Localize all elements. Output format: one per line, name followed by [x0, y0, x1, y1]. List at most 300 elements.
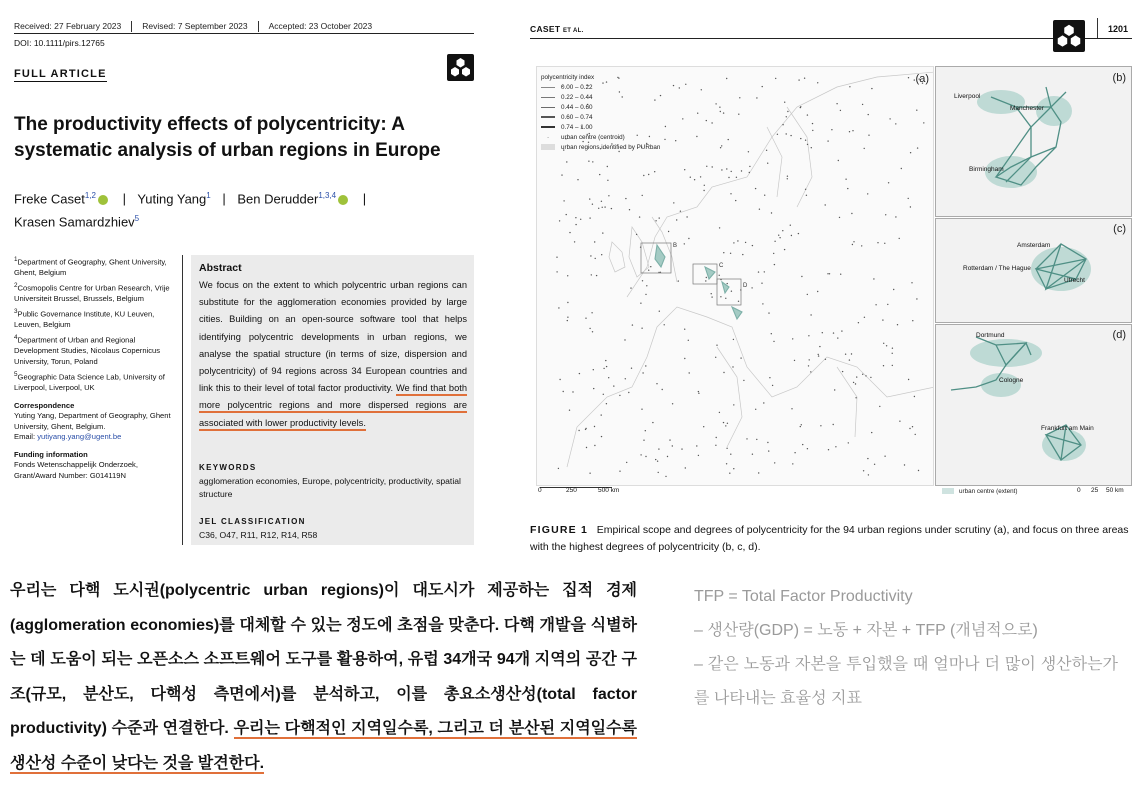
urban-centre-dot — [758, 271, 759, 272]
urban-centre-dot — [901, 168, 902, 169]
urban-centre-dot — [594, 426, 595, 427]
urban-centre-dot — [558, 468, 559, 469]
urban-centre-dot — [736, 177, 737, 178]
urban-centre-dot — [916, 110, 917, 111]
urban-centre-dot — [719, 227, 720, 228]
urban-centre-dot — [868, 135, 869, 136]
urban-centre-dot — [619, 471, 620, 472]
urban-centre-dot — [686, 216, 687, 217]
urban-centre-dot — [749, 166, 750, 167]
urban-centre-dot — [885, 214, 886, 215]
panel-label-d: (d) — [1112, 329, 1126, 341]
urban-centre-dot — [755, 409, 756, 410]
note-line: – 같은 노동과 자본을 투입했을 때 얼마나 더 많이 생산하는가를 나타내는 효율성 지표 — [694, 656, 1118, 707]
urban-centre-dot — [656, 383, 657, 384]
urban-centre-dot — [837, 337, 838, 338]
urban-centre-dot — [629, 209, 630, 210]
urban-centre-dot — [684, 169, 685, 170]
urban-centre-dot — [918, 470, 919, 471]
urban-centre-dot — [782, 230, 783, 231]
urban-centre-dot — [807, 448, 808, 449]
panel-label-b: (b) — [1112, 72, 1126, 84]
urban-centre-dot — [593, 388, 594, 389]
urban-centre-dot — [733, 404, 734, 405]
urban-centre-dot — [592, 204, 593, 205]
urban-centre-dot — [861, 245, 862, 246]
urban-centre-dot — [764, 271, 765, 272]
article-type: FULL ARTICLE — [14, 68, 107, 80]
urban-centre-dot — [863, 470, 864, 471]
urban-centre-dot — [851, 353, 852, 354]
urban-centre-dot — [883, 365, 884, 366]
urban-centre-dot — [689, 372, 690, 373]
urban-centre-dot — [719, 107, 720, 108]
urban-centre-dot — [810, 314, 811, 315]
urban-centre-dot — [752, 454, 753, 455]
urban-centre-dot — [559, 220, 560, 221]
map-legend — [541, 73, 660, 153]
urban-centre-dot — [820, 425, 821, 426]
urban-centre-dot — [845, 179, 846, 180]
panel-d-network — [936, 325, 1132, 486]
urban-centre-dot — [578, 430, 579, 431]
affiliation-item: $^5$Geographic Data Science Lab, University of Liverpool, Liverpool, UK — [14, 370, 165, 392]
urban-centre-dot — [723, 252, 724, 253]
urban-centre-dot — [849, 131, 850, 132]
urban-centre-dot — [761, 283, 762, 284]
urban-centre-dot — [589, 217, 590, 218]
urban-centre-dot — [648, 270, 649, 271]
urban-centre-dot — [567, 302, 568, 303]
urban-centre-dot — [769, 377, 770, 378]
urban-centre-dot — [673, 85, 674, 86]
urban-centre-dot — [852, 130, 853, 131]
urban-centre-dot — [779, 237, 780, 238]
urban-centre-dot — [792, 463, 793, 464]
urban-centre-dot — [741, 170, 742, 171]
urban-centre-dot — [706, 277, 707, 278]
urban-centre-dot — [867, 458, 868, 459]
urban-centre-dot — [589, 473, 590, 474]
urban-centre-dot — [720, 111, 721, 112]
urban-centre-dot — [870, 377, 871, 378]
urban-centre-dot — [849, 86, 850, 87]
urban-centre-dot — [642, 195, 643, 196]
paper-title — [14, 112, 474, 164]
city-label: Frankfurt am Main — [1041, 425, 1094, 432]
urban-centre-dot — [669, 439, 670, 440]
urban-centre-dot — [798, 233, 799, 234]
urban-centre-dot — [768, 312, 769, 313]
city-label: Utrecht — [1064, 277, 1085, 284]
legend-title: polycentricity index — [541, 74, 595, 81]
urban-centre-dot — [606, 403, 607, 404]
urban-centre-dot — [805, 189, 806, 190]
urban-centre-dot — [800, 138, 801, 139]
urban-centre-dot — [723, 422, 724, 423]
urban-centre-dot — [728, 177, 729, 178]
urban-centre-dot — [743, 380, 744, 381]
urban-centre-dot — [767, 442, 768, 443]
urban-centre-dot — [886, 345, 887, 346]
urban-centre-dot — [868, 474, 869, 475]
urban-centre-dot — [807, 294, 808, 295]
urban-centre-dot — [909, 428, 910, 429]
author-list: Freke Caset$^{1,2}$ | Yuting Yang$^1$ | Ben Derudder$^{1,3,4}$ | Krasen Samardzhiev$^5$ — [14, 191, 367, 230]
abstract-highlight: We find that both more polycentric regions and more dispersed regions are associated with lower productivity levels. — [199, 383, 467, 430]
urban-centre-dot — [745, 242, 746, 243]
panel-b — [935, 66, 1132, 217]
legend-item: 0.44 – 0.60 — [541, 103, 660, 113]
abstract-text — [199, 277, 467, 432]
urban-centre-dot — [865, 375, 866, 376]
caption-label: FIGURE 1 — [530, 524, 589, 536]
urban-centre-dot — [892, 365, 893, 366]
urban-centre-dot — [833, 424, 834, 425]
urban-centre-dot — [726, 168, 727, 169]
urban-centre-dot — [895, 216, 896, 217]
urban-centre-dot — [608, 377, 609, 378]
urban-centre-dot — [719, 275, 720, 276]
urban-centre-dot — [827, 273, 828, 274]
urban-centre-dot — [588, 161, 589, 162]
urban-centre-dot — [735, 200, 736, 201]
urban-centre-dot — [756, 439, 757, 440]
affiliation-item: $^3$Public Governance Institute, KU Leuven, Leuven, Belgium — [14, 308, 155, 330]
city-label: Cologne — [999, 377, 1024, 384]
urban-centre-dot — [642, 372, 643, 373]
urban-centre-dot — [601, 436, 602, 437]
urban-centre-dot — [895, 123, 896, 124]
urban-centre-dot — [706, 120, 707, 121]
urban-centre-dot — [810, 371, 811, 372]
urban-centre-dot — [868, 114, 869, 115]
urban-centre-dot — [804, 78, 805, 79]
urban-centre-dot — [684, 358, 685, 359]
urban-centre-dot — [640, 303, 641, 304]
urban-centre-dot — [849, 359, 850, 360]
korean-body: 우리는 다핵 도시권(polycentric urban regions)이 대도시가 제공하는 집적 경제(agglomeration economies)를 대체할 수 있는 정도에 초점을 맞춘다. 다핵 개발을 식별하는 데 도움이 되는 오픈소스 소프트웨어 도구를 활용하여, 유럽 34개국 94개 지역의 공간 구조(규모, 분산도, 다핵성 측면에서)를 분석하고, 이를 총요소생산성(total factor productivity) 수준과 연결한다. — [10, 582, 637, 737]
urban-centre-dot — [667, 456, 668, 457]
urban-centre-dot — [726, 448, 727, 449]
urban-centre-dot — [559, 379, 560, 380]
urban-centre-dot — [858, 322, 859, 323]
urban-centre-dot — [888, 182, 889, 183]
urban-centre-dot — [575, 217, 576, 218]
urban-centre-dot — [755, 188, 756, 189]
urban-centre-dot — [603, 394, 604, 395]
urban-centre-dot — [676, 219, 677, 220]
urban-centre-dot — [696, 136, 697, 137]
city-label: Dortmund — [976, 332, 1005, 339]
urban-centre-dot — [871, 432, 872, 433]
europe-map — [536, 66, 934, 486]
urban-centre-dot — [841, 330, 842, 331]
urban-centre-dot — [746, 438, 747, 439]
urban-centre-dot — [567, 275, 568, 276]
urban-centre-dot — [768, 450, 769, 451]
urban-centre-dot — [624, 339, 625, 340]
urban-centre-dot — [867, 193, 868, 194]
urban-centre-dot — [851, 213, 852, 214]
urban-centre-dot — [567, 317, 568, 318]
urban-centre-dot — [856, 376, 857, 377]
affiliation-item: $^4$Department of Urban and Regional Development Studies, Nicolaus Copernicus University, Torun, Poland — [14, 334, 161, 366]
urban-centre-dot — [794, 360, 795, 361]
urban-centre-dot — [739, 97, 740, 98]
urban-centre-dot — [917, 147, 918, 148]
urban-centre-dot — [825, 204, 826, 205]
urban-centre-dot — [877, 242, 878, 243]
urban-centre-dot — [738, 114, 739, 115]
urban-centre-dot — [602, 232, 603, 233]
urban-centre-dot — [875, 304, 876, 305]
author-name: Krasen Samardzhiev — [14, 214, 135, 230]
abstract-box — [191, 255, 474, 545]
urban-centre-dot — [639, 216, 640, 217]
urban-centre-dot — [756, 97, 757, 98]
urban-centre-dot — [606, 366, 607, 367]
urban-centre-dot — [672, 445, 673, 446]
urban-centre-dot — [749, 172, 750, 173]
urban-centre-dot — [733, 468, 734, 469]
urban-centre-dot — [594, 445, 595, 446]
urban-centre-dot — [773, 341, 774, 342]
urban-centre-dot — [817, 82, 818, 83]
jel-heading: JEL CLASSIFICATION — [199, 517, 306, 526]
doi: DOI: 10.1111/pirs.12765 — [14, 38, 105, 48]
urban-centre-dot — [729, 473, 730, 474]
urban-centre-dot — [893, 289, 894, 290]
urban-centre-dot — [812, 130, 813, 131]
accepted-date: Accepted: 23 October 2023 — [268, 21, 373, 31]
urban-centre-dot — [625, 378, 626, 379]
urban-centre-dot — [889, 118, 890, 119]
urban-centre-dot — [678, 280, 679, 281]
urban-centre-dot — [897, 324, 898, 325]
urban-centre-dot — [589, 328, 590, 329]
urban-centre-dot — [601, 254, 602, 255]
urban-centre-dot — [786, 116, 787, 117]
abstract-body: We focus on the extent to which polycentric urban regions can substitute for the agglomeration economies provided by large cities. Building on an open-source software tool that helps identifying polycentric developments in urban regions, we analyse the spatial structure (in terms of size, dispersion and polycentricity) of 94 regions across 34 European countries and link this to their level of total factor productivity. — [199, 280, 467, 394]
urban-centre-dot — [790, 135, 791, 136]
urban-centre-dot — [715, 357, 716, 358]
urban-centre-dot — [772, 385, 773, 386]
urban-centre-dot — [912, 320, 913, 321]
page-number-divider — [1097, 18, 1098, 38]
urban-centre-dot — [703, 190, 704, 191]
urban-centre-dot — [685, 84, 686, 85]
urban-centre-dot — [680, 211, 681, 212]
urban-centre-dot — [590, 255, 591, 256]
urban-centre-dot — [726, 78, 727, 79]
urban-centre-dot — [664, 324, 665, 325]
urban-centre-dot — [715, 103, 716, 104]
urban-centre-dot — [864, 317, 865, 318]
urban-centre-dot — [711, 296, 712, 297]
running-head: CASET ET AL. — [530, 24, 584, 34]
urban-centre-dot — [657, 461, 658, 462]
urban-centre-dot — [862, 374, 863, 375]
urban-centre-dot — [794, 452, 795, 453]
orcid-icon[interactable] — [338, 195, 348, 205]
urban-centre-dot — [758, 472, 759, 473]
urban-centre-dot — [643, 175, 644, 176]
urban-centre-dot — [645, 365, 646, 366]
urban-centre-dot — [808, 365, 809, 366]
urban-centre-dot — [910, 206, 911, 207]
urban-centre-dot — [738, 301, 739, 302]
urban-centre-dot — [835, 446, 836, 447]
funding: Funding information Fonds Wetenschappelijk Onderzoek, Grant/Award Number: G014119N — [14, 450, 138, 480]
note-line: – 생산량(GDP) = 노동 + 자본 + TFP (개념적으로) — [694, 622, 1038, 639]
urban-centre-dot — [631, 368, 632, 369]
legend-item: 0.22 – 0.44 — [541, 93, 660, 103]
urban-centre-dot — [727, 423, 728, 424]
urban-centre-dot — [730, 253, 731, 254]
urban-centre-dot — [845, 354, 846, 355]
urban-centre-dot — [632, 324, 633, 325]
author-name: Freke Caset — [14, 191, 85, 207]
urban-centre-dot — [608, 195, 609, 196]
jel-text: C36, O47, R11, R12, R14, R58 — [199, 530, 318, 540]
urban-centre-dot — [791, 235, 792, 236]
urban-centre-dot — [764, 195, 765, 196]
urban-centre-dot — [862, 104, 863, 105]
urban-centre-dot — [766, 150, 767, 151]
urban-centre-dot — [703, 426, 704, 427]
abstract-heading: Abstract — [199, 262, 242, 274]
keywords-heading: KEYWORDS — [199, 463, 257, 472]
urban-centre-dot — [601, 414, 602, 415]
email-link[interactable]: yutiyang.yang@ugent.be — [37, 431, 122, 441]
urban-centre-dot — [838, 160, 839, 161]
urban-centre-dot — [650, 266, 651, 267]
urban-centre-dot — [567, 320, 568, 321]
urban-centre-dot — [640, 454, 641, 455]
urban-centre-dot — [585, 429, 586, 430]
urban-centre-dot — [684, 243, 685, 244]
urban-centre-dot — [706, 166, 707, 167]
urban-centre-dot — [807, 144, 808, 145]
urban-centre-dot — [611, 208, 612, 209]
urban-centre-dot — [725, 298, 726, 299]
urban-centre-dot — [873, 278, 874, 279]
urban-centre-dot — [643, 440, 644, 441]
urban-centre-dot — [641, 409, 642, 410]
urban-centre-dot — [730, 193, 731, 194]
urban-centre-dot — [774, 241, 775, 242]
author-sup: 5 — [134, 214, 140, 224]
tfp-notes — [694, 580, 1118, 716]
urban-centre-dot — [652, 422, 653, 423]
urban-centre-dot — [818, 354, 819, 355]
urban-centre-dot — [645, 430, 646, 431]
urban-centre-dot — [601, 201, 602, 202]
urban-centre-dot — [733, 339, 734, 340]
urban-centre-dot — [645, 294, 646, 295]
author-sup: 1 — [206, 191, 211, 200]
inset-label: D — [743, 283, 748, 289]
urban-centre-dot — [569, 232, 570, 233]
urban-centre-dot — [716, 437, 717, 438]
urban-centre-dot — [787, 176, 788, 177]
orcid-icon[interactable] — [98, 195, 108, 205]
urban-centre-dot — [563, 391, 564, 392]
note-line: TFP = Total Factor Productivity — [694, 588, 913, 605]
urban-centre-dot — [811, 147, 812, 148]
urban-centre-dot — [723, 372, 724, 373]
urban-centre-dot — [586, 447, 587, 448]
legend-item: · urban centre (centroid) — [546, 134, 625, 141]
submission-dates — [14, 21, 382, 32]
urban-centre-dot — [884, 243, 885, 244]
figure-caption — [530, 522, 1136, 556]
urban-centre-dot — [675, 140, 676, 141]
urban-centre-dot — [673, 202, 674, 203]
urban-centre-dot — [904, 464, 905, 465]
urban-centre-dot — [790, 225, 791, 226]
urban-centre-dot — [595, 258, 596, 259]
urban-centre-dot — [829, 273, 830, 274]
urban-centre-dot — [916, 298, 917, 299]
urban-centre-dot — [798, 79, 799, 80]
urban-centre-dot — [831, 129, 832, 130]
author-sup: 1,2 — [84, 191, 96, 200]
urban-centre-dot — [720, 296, 721, 297]
urban-centre-dot — [712, 166, 713, 167]
scale-bar-b: 0 25 50 km — [1077, 487, 1124, 494]
urban-centre-dot — [752, 245, 753, 246]
urban-centre-dot — [882, 319, 883, 320]
panel-label-c: (c) — [1113, 223, 1126, 235]
author-sup: 1,3,4 — [318, 191, 337, 200]
urban-centre-dot — [685, 467, 686, 468]
urban-centre-dot — [908, 77, 909, 78]
urban-centre-dot — [697, 113, 698, 114]
urban-centre-dot — [786, 133, 787, 134]
urban-centre-dot — [771, 333, 772, 334]
urban-centre-dot — [728, 139, 729, 140]
urban-centre-dot — [681, 448, 682, 449]
urban-centre-dot — [855, 383, 856, 384]
urban-centre-dot — [853, 241, 854, 242]
title-line-1: The productivity effects of polycentricity: A — [14, 114, 405, 135]
urban-centre-dot — [577, 179, 578, 180]
urban-centre-dot — [626, 462, 627, 463]
urban-centre-dot — [848, 442, 849, 443]
urban-centre-dot — [923, 122, 924, 123]
urban-centre-dot — [767, 163, 768, 164]
city-label: Birmingham — [969, 166, 1004, 173]
urban-centre-dot — [628, 392, 629, 393]
urban-centre-dot — [740, 357, 741, 358]
urban-centre-dot — [727, 283, 728, 284]
urban-centre-dot — [899, 421, 900, 422]
urban-centre-dot — [589, 198, 590, 199]
urban-centre-dot — [774, 264, 775, 265]
urban-centre-dot — [763, 402, 764, 403]
urban-centre-dot — [558, 307, 559, 308]
urban-centre-dot — [847, 188, 848, 189]
urban-centre-dot — [566, 214, 567, 215]
urban-centre-dot — [801, 424, 802, 425]
header-rule — [14, 33, 474, 34]
right-header-rule — [530, 38, 1132, 39]
urban-centre-dot — [762, 303, 763, 304]
urban-centre-dot — [579, 373, 580, 374]
legend-item: 0.00 – 0.22 — [541, 83, 660, 93]
